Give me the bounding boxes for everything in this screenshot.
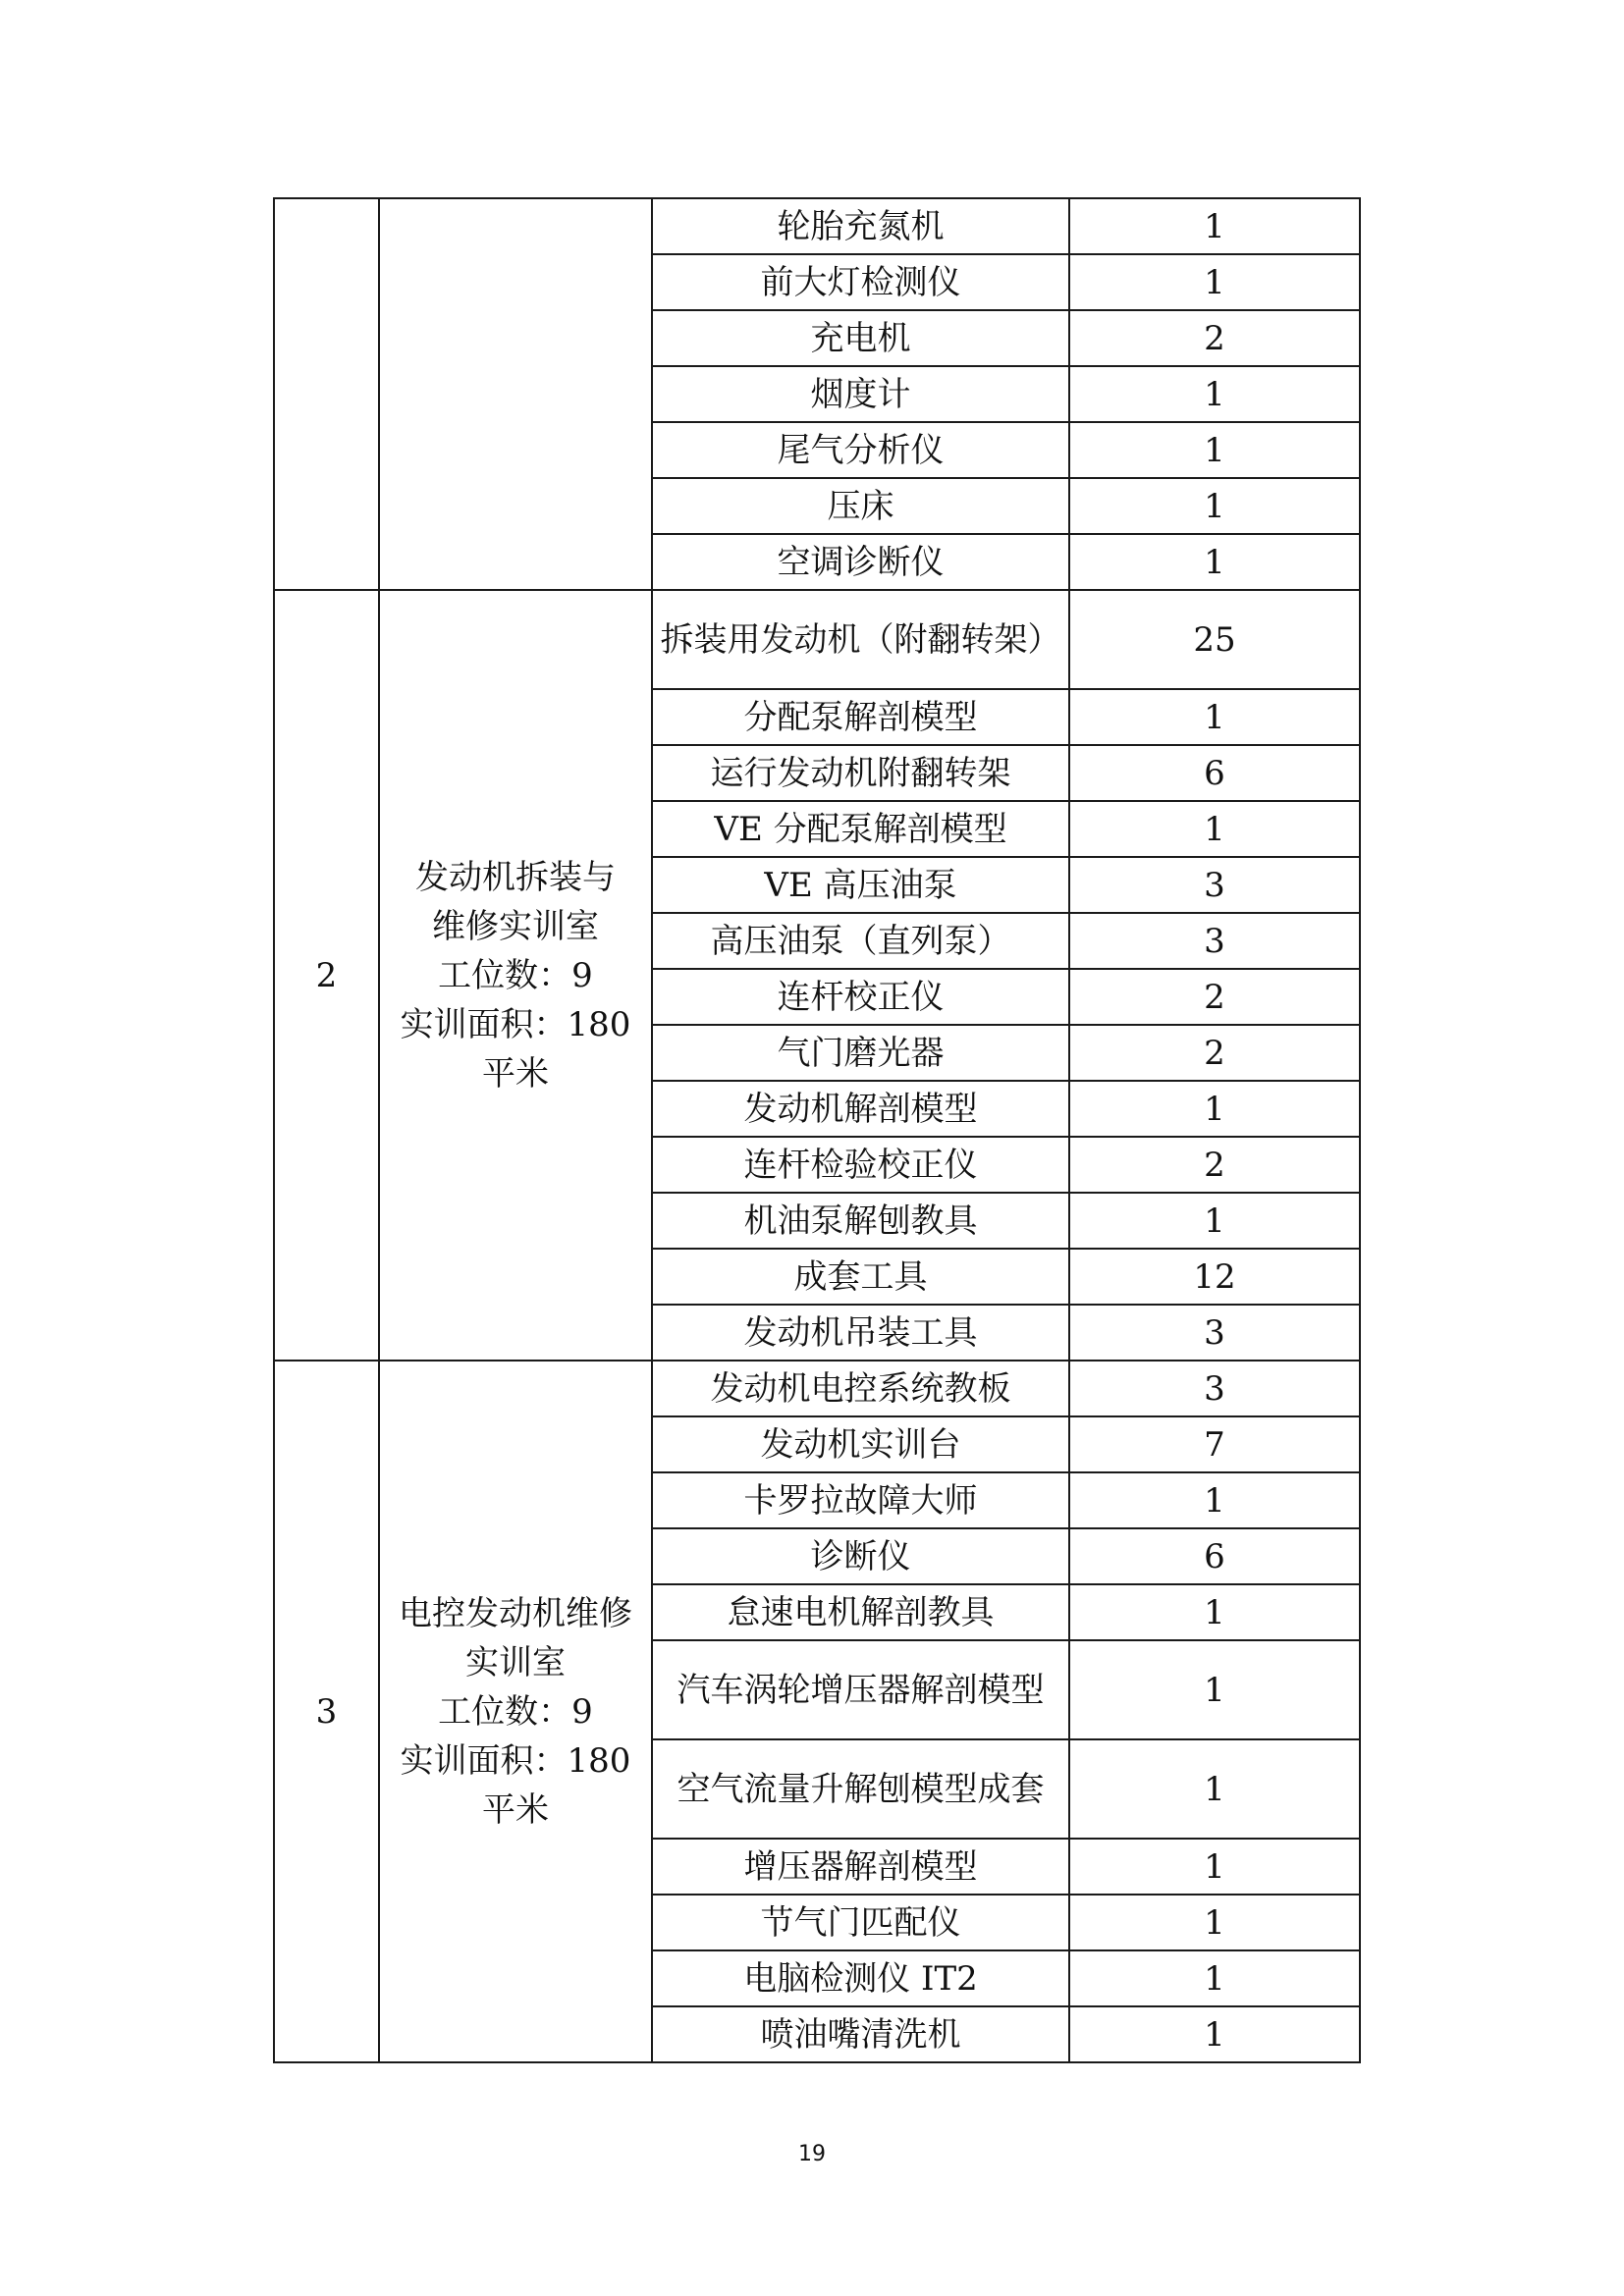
equipment-quantity-cell: 1 [1069,1895,1360,1950]
equipment-quantity-cell: 25 [1069,590,1360,689]
group-index-cell: 2 [274,590,379,1361]
equipment-name-cell: 空调诊断仪 [652,534,1069,590]
lab-info-line: 实训面积：180 [400,1740,631,1781]
table-row [274,198,1360,254]
equipment-quantity-cell: 1 [1069,1193,1360,1249]
equipment-quantity-cell: 7 [1069,1416,1360,1472]
equipment-name-cell: 电脑检测仪 IT2 [652,1950,1069,2006]
lab-info-line: 实训室 [465,1642,566,1682]
table-row [274,590,1360,689]
equipment-quantity-cell: 1 [1069,1950,1360,2006]
equipment-quantity-cell: 2 [1069,969,1360,1025]
equipment-quantity-cell: 1 [1069,689,1360,745]
equipment-table-body [274,198,1360,2062]
equipment-quantity-cell: 1 [1069,1081,1360,1137]
lab-info-line: 维修实训室 [432,906,599,946]
equipment-quantity-cell: 2 [1069,1137,1360,1193]
equipment-quantity-cell: 1 [1069,534,1360,590]
equipment-quantity-cell: 1 [1069,478,1360,534]
group-index-cell: 3 [274,1361,379,2062]
equipment-name-cell: VE 高压油泵 [652,857,1069,913]
equipment-quantity-cell: 2 [1069,1025,1360,1081]
equipment-quantity-cell: 1 [1069,1584,1360,1640]
equipment-name-cell: 烟度计 [652,366,1069,422]
equipment-name-cell: 高压油泵（直列泵） [652,913,1069,969]
equipment-name-cell: 压床 [652,478,1069,534]
equipment-name-cell: 汽车涡轮增压器解剖模型 [652,1640,1069,1739]
table-row [274,1361,1360,1416]
equipment-quantity-cell: 6 [1069,1528,1360,1584]
equipment-name-cell: 诊断仪 [652,1528,1069,1584]
page-number: 19 [798,2142,826,2166]
equipment-name-cell: 拆装用发动机（附翻转架） [652,590,1069,689]
equipment-name-cell: 空气流量升解刨模型成套 [652,1739,1069,1839]
equipment-name-cell: 增压器解剖模型 [652,1839,1069,1895]
equipment-name-cell: 前大灯检测仪 [652,254,1069,310]
lab-info-line: 发动机拆装与 [415,857,616,897]
equipment-quantity-cell: 1 [1069,801,1360,857]
equipment-quantity-cell: 3 [1069,913,1360,969]
equipment-name-cell: 发动机解剖模型 [652,1081,1069,1137]
lab-info-line: 实训面积：180 [400,1004,631,1044]
equipment-name-cell: 轮胎充氮机 [652,198,1069,254]
equipment-name-cell: 成套工具 [652,1249,1069,1305]
equipment-quantity-cell: 1 [1069,366,1360,422]
lab-info-line: 平米 [482,1789,549,1830]
equipment-name-cell: 分配泵解剖模型 [652,689,1069,745]
lab-info-cell [379,590,652,1361]
equipment-quantity-cell: 1 [1069,254,1360,310]
lab-info-line: 工位数：9 [438,955,593,995]
equipment-quantity-cell: 12 [1069,1249,1360,1305]
equipment-quantity-cell: 1 [1069,1472,1360,1528]
equipment-table [273,197,1361,2063]
equipment-quantity-cell: 2 [1069,310,1360,366]
lab-info-line: 工位数：9 [438,1691,593,1732]
equipment-name-cell: 气门磨光器 [652,1025,1069,1081]
equipment-name-cell: 连杆校正仪 [652,969,1069,1025]
equipment-name-cell: 喷油嘴清洗机 [652,2006,1069,2062]
equipment-quantity-cell: 1 [1069,422,1360,478]
equipment-quantity-cell: 3 [1069,1305,1360,1361]
lab-info-cell [379,1361,652,2062]
equipment-name-cell: VE 分配泵解剖模型 [652,801,1069,857]
equipment-quantity-cell: 1 [1069,1839,1360,1895]
lab-info-cell [379,198,652,590]
equipment-quantity-cell: 1 [1069,2006,1360,2062]
lab-info-line: 电控发动机维修 [399,1593,632,1633]
equipment-quantity-cell: 3 [1069,1361,1360,1416]
equipment-quantity-cell: 6 [1069,745,1360,801]
equipment-quantity-cell: 1 [1069,198,1360,254]
equipment-name-cell: 运行发动机附翻转架 [652,745,1069,801]
equipment-name-cell: 发动机电控系统教板 [652,1361,1069,1416]
equipment-quantity-cell: 1 [1069,1739,1360,1839]
equipment-name-cell: 发动机实训台 [652,1416,1069,1472]
equipment-name-cell: 机油泵解刨教具 [652,1193,1069,1249]
equipment-name-cell: 尾气分析仪 [652,422,1069,478]
equipment-name-cell: 连杆检验校正仪 [652,1137,1069,1193]
equipment-quantity-cell: 1 [1069,1640,1360,1739]
lab-info-line: 平米 [482,1053,549,1094]
group-index-cell [274,198,379,590]
equipment-name-cell: 怠速电机解剖教具 [652,1584,1069,1640]
equipment-name-cell: 节气门匹配仪 [652,1895,1069,1950]
equipment-name-cell: 卡罗拉故障大师 [652,1472,1069,1528]
equipment-quantity-cell: 3 [1069,857,1360,913]
equipment-name-cell: 发动机吊装工具 [652,1305,1069,1361]
equipment-name-cell: 充电机 [652,310,1069,366]
